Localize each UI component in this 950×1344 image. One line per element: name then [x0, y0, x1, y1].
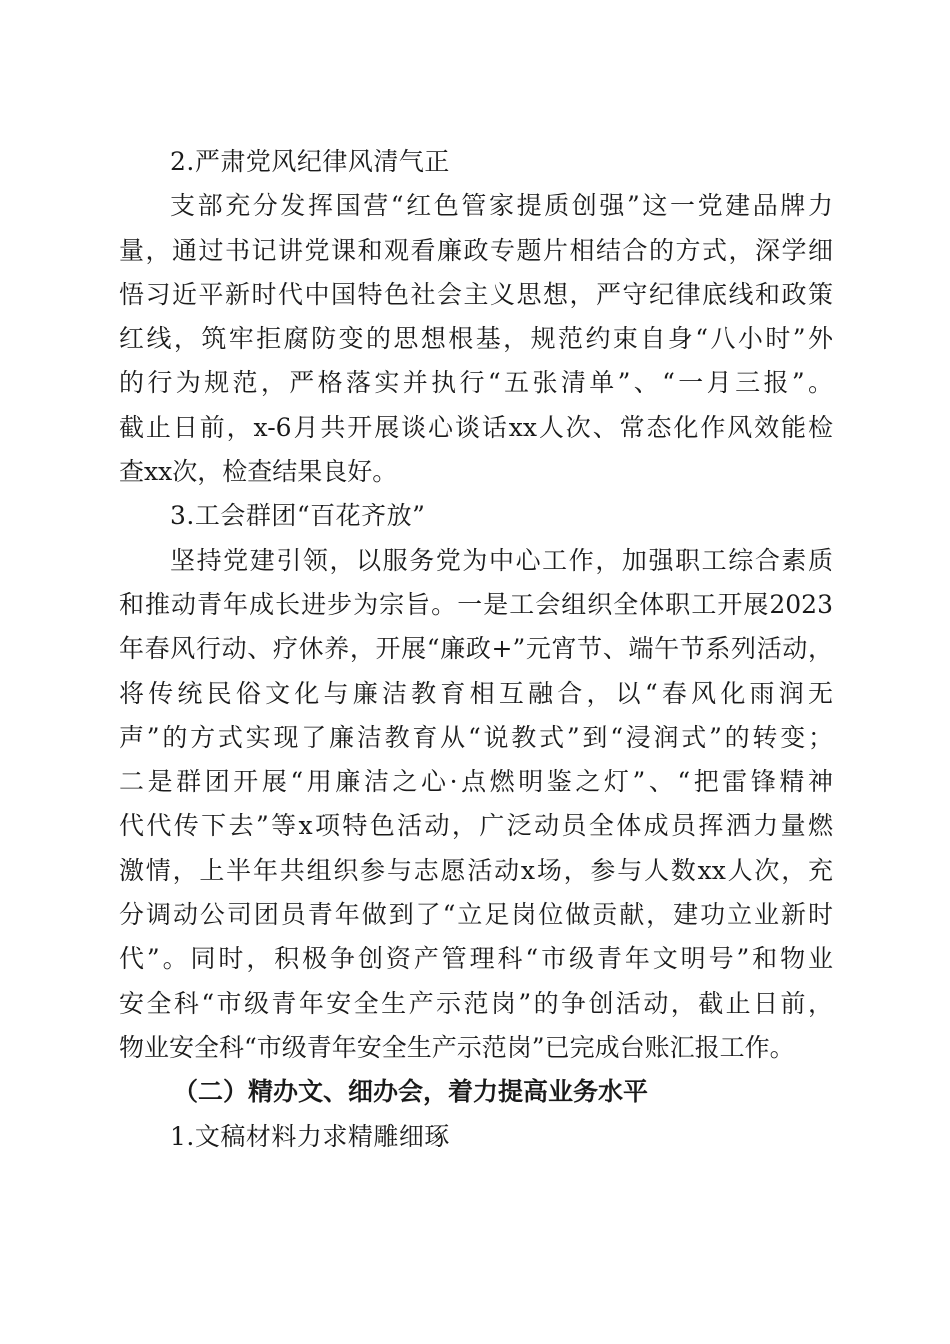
- section-heading-union: 3.工会群团“百花齐放”: [170, 501, 426, 531]
- document-body: [119, 140, 833, 1159]
- paragraph-line: 坚持党建引领，以服务党为中心工作，加强职工综合素质: [170, 545, 833, 575]
- paragraph-line: 支部充分发挥国营“红色管家提质创强”这一党建品牌力: [170, 191, 833, 221]
- paragraph-line: 将传统民俗文化与廉洁教育相互融合，以“春风化雨润无: [119, 678, 833, 708]
- paragraph-line: 和推动青年成长进步为宗旨。一是工会组织全体职工开展2023: [119, 589, 833, 619]
- paragraph-line: 代代传下去”等x项特色活动，广泛动员全体成员挥洒力量燃: [119, 811, 833, 841]
- paragraph-line: 声”的方式实现了廉洁教育从“说教式”到“浸润式”的转变；: [119, 722, 833, 752]
- subsection-heading-business: （二）精办文、细办会，着力提高业务水平: [173, 1077, 649, 1107]
- paragraph-line: 代”。同时，积极争创资产管理科“市级青年文明号”和物业: [119, 944, 833, 974]
- paragraph-line: 量，通过书记讲党课和观看廉政专题片相结合的方式，深学细: [119, 235, 833, 265]
- paragraph-line: 悟习近平新时代中国特色社会主义思想，严守纪律底线和政策: [119, 279, 833, 309]
- paragraph-line: 激情，上半年共组织参与志愿活动x场，参与人数xx人次，充: [119, 855, 833, 885]
- section-heading-discipline: 2.严肃党风纪律风清气正: [170, 147, 450, 176]
- paragraph-line: 年春风行动、疗休养，开展“廉政+”元宵节、端午节系列活动，: [119, 634, 833, 664]
- paragraph-line: 二是群团开展“用廉洁之心·点燃明鉴之灯”、“把雷锋精神: [119, 767, 833, 797]
- paragraph-line: 分调动公司团员青年做到了“立足岗位做贡献，建功立业新时: [119, 900, 833, 930]
- paragraph-line: 的行为规范，严格落实并执行“五张清单”、“一月三报”。: [119, 368, 833, 398]
- paragraph-line: 安全科“市级青年安全生产示范岗”的争创活动，截止日前，: [119, 988, 833, 1018]
- paragraph-line: 物业安全科“市级青年安全生产示范岗”已完成台账汇报工作。: [119, 1032, 795, 1062]
- paragraph-line: 查xx次，检查结果良好。: [119, 457, 398, 487]
- paragraph-line: 截止日前，x-6月共开展谈心谈话xx人次、常态化作风效能检: [119, 412, 833, 442]
- paragraph-line: 红线，筑牢拒腐防变的思想根基，规范约束自身“八小时”外: [119, 324, 833, 354]
- section-heading-manuscripts: 1.文稿材料力求精雕细琢: [170, 1121, 450, 1151]
